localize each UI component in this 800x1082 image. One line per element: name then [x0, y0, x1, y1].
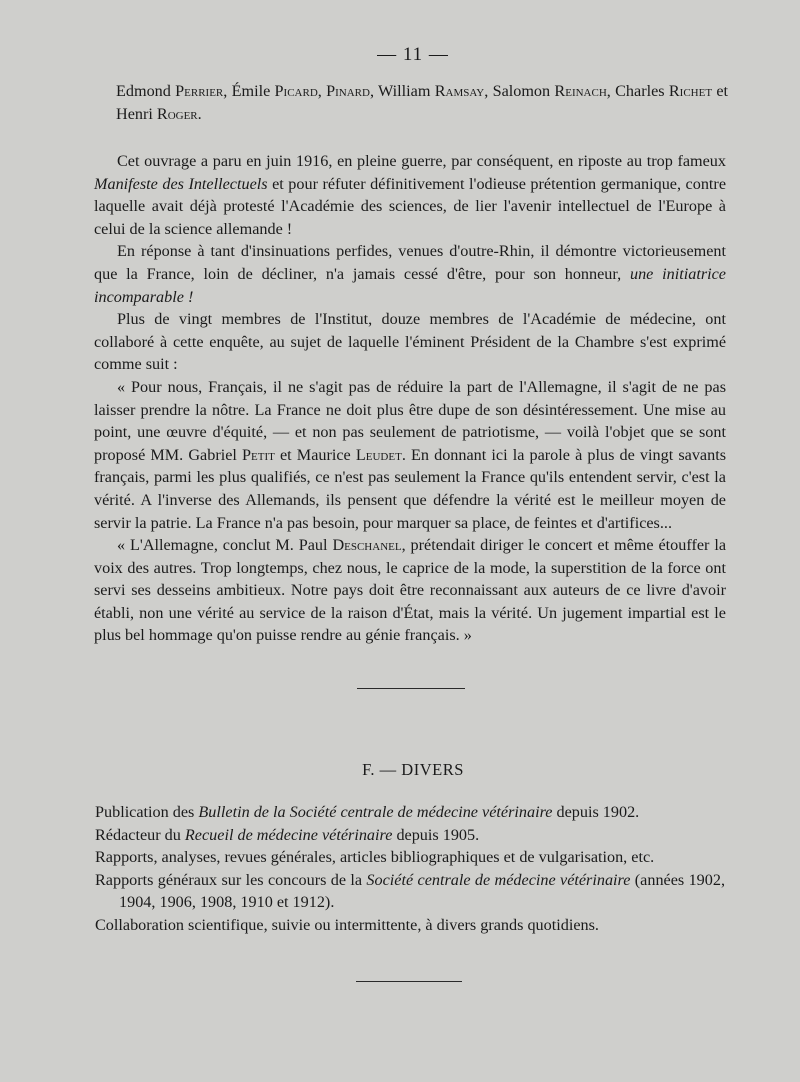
divers-item: Publication des Bulletin de la Société centrale de médecine vétérinaire depuis 1902.: [95, 803, 640, 821]
authors-list: [116, 80, 728, 125]
author-richet: Richet: [668, 82, 713, 100]
divers-item: Rédacteur du Recueil de médecine vétérinaire depuis 1905.: [95, 825, 480, 844]
author-perrier: Perrier: [175, 82, 224, 100]
paragraph-1: Cet ouvrage a paru en juin 1916, en pleine guerre, par conséquent, en riposte au trop fameux Manifeste des Intellectuels et pour réfuter définitivement l'odieuse prétention germanique, contre laquelle avait déjà protesté l'Académie des sciences, de lier l'avenir intellectuel de l'Europe à celui de la science allemande !: [94, 152, 726, 238]
authors-paragraph: Edmond Perrier, Émile Picard, Pinard, William Ramsay, Salomon Reinach, Charles Richet et Henri Roger.: [116, 82, 729, 123]
divers-item: Rapports, analyses, revues générales, articles bibliographiques et de vulgarisation, etc.: [95, 848, 655, 867]
paragraph-4-quote: « Pour nous, Français, il ne s'agit pas de réduire la part de l'Allemagne, il s'agit de ne pas laisser prendre la nôtre. La France ne doit plus être dupe de son désintéressement. Une mise au point, une œuvre d'équité, — et non pas seulement de patriotisme, — voilà l'objet que se sont proposé MM. Gabriel Petit et Maurice Leudet. En donnant ici la parole à plus de vingt savants français, parmi les plus qualifiés, ce n'est pas seulement la France qu'ils entendent servir, c'est la vérité. A l'inverse des Allemands, ils pensent que défendre la vérité est le meilleur moyen de servir la patrie. La France n'a pas besoin, pour marquer sa place, de feintes et d'artifices...: [94, 377, 726, 532]
divers-item: Collaboration scientifique, suivie ou intermittente, à divers grands quotidiens.: [95, 915, 599, 934]
paragraph-5-quote: « L'Allemagne, conclut M. Paul Deschanel, prétendait diriger le concert et même étouffer la voix des autres. Trop longtemps, chez nous, le caprice de la mode, la superstition de la force ont servi ses desseins ambitieux. Notre pays doit être reconnaissant aux auteurs de ce livre d'avoir établi, non une vérité au service de la raison d'État, mais la vérité. Un jugement impartial est le plus bel hommage qu'on puisse rendre au génie français. »: [94, 536, 727, 645]
divers-list: [95, 801, 725, 937]
divers-item: Rapports généraux sur les concours de la Société centrale de médecine vétérinaire (années 1902, 1904, 1906, 1908, 1910 et 1912).: [95, 870, 726, 912]
author-picard: Picard: [274, 82, 318, 100]
main-text: [94, 150, 726, 647]
end-divider: [356, 981, 462, 982]
section-divider: [357, 688, 465, 689]
author-roger: Roger: [156, 104, 198, 123]
author-ramsay: Ramsay: [434, 82, 485, 100]
author-pinard: Pinard: [326, 82, 370, 100]
page-number: — 11 —: [377, 44, 449, 65]
paragraph-2: En réponse à tant d'insinuations perfides, venues d'outre-Rhin, il démontre victorieusement que la France, loin de décliner, n'a jamais cessé d'être, pour son honneur, une initiatrice incomparable !: [94, 242, 726, 306]
paragraph-3: Plus de vingt membres de l'Institut, douze membres de l'Académie de médecine, ont collaboré à cette enquête, au sujet de laquelle l'éminent Président de la Chambre s'est exprimé comme suit :: [94, 310, 726, 374]
author-reinach: Reinach: [554, 82, 607, 100]
section-title: F. — DIVERS: [362, 760, 464, 779]
